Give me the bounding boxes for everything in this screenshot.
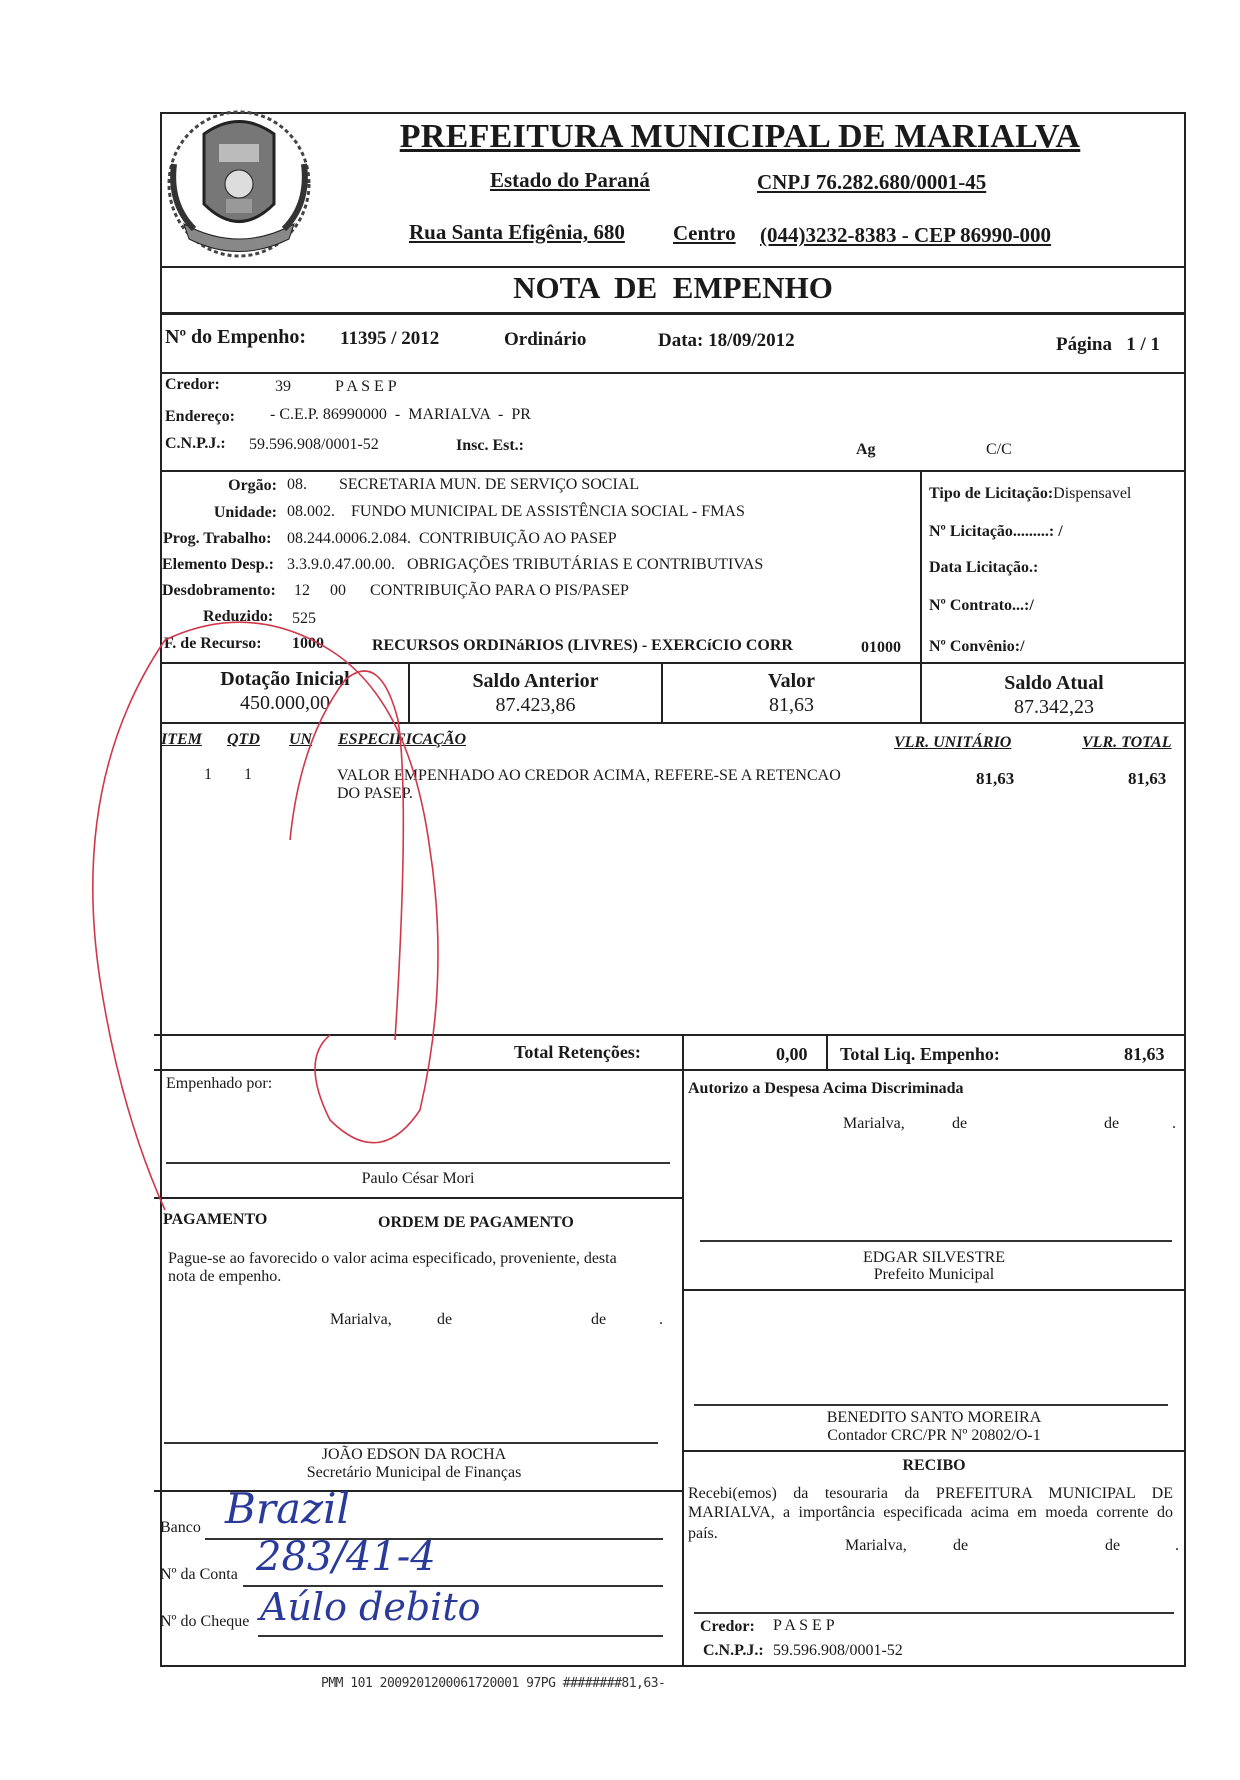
total-retencoes-value: 0,00 <box>776 1044 808 1064</box>
pagamento-text-line1: Pague-se ao favorecido o valor acima especificado, proveniente, desta <box>168 1250 617 1267</box>
recibo-credor-value: P A S E P <box>773 1617 835 1634</box>
empenho-number: 11395 / 2012 <box>340 328 440 349</box>
recibo-text-line2: MARIALVA, a importância especificada acima em moeda corrente do <box>688 1504 1173 1521</box>
banco-handwritten: Brazil <box>225 1484 350 1533</box>
prefeito-role: Prefeito Municipal <box>873 1266 995 1283</box>
recibo-cnpj-label: C.N.P.J.: <box>703 1642 764 1659</box>
unidade-value: 08.002. FUNDO MUNICIPAL DE ASSISTÊNCIA SOCIAL - FMAS <box>287 503 745 520</box>
prog-trabalho-value: 08.244.0006.2.084. CONTRIBUIÇÃO AO PASEP <box>287 530 617 547</box>
autorizo-city: Marialva, <box>843 1115 905 1132</box>
tipo-licitacao-key: Tipo de Licitação: <box>929 485 1054 502</box>
total-retencoes-label: Total Retenções: <box>514 1042 641 1062</box>
saldo-anterior-label: Saldo Anterior <box>472 670 599 692</box>
convenio-label: Nº Convênio:/ <box>929 638 1025 655</box>
autorizo-de1: de <box>952 1115 968 1132</box>
orgao-value: 08. SECRETARIA MUN. DE SERVIÇO SOCIAL <box>287 476 640 493</box>
orgao-label: Orgão: <box>228 477 277 494</box>
fonte-recurso-label: F. de Recurso: <box>164 635 262 652</box>
address-district: Centro <box>673 221 736 245</box>
prefeitura-title: PREFEITURA MUNICIPAL DE MARIALVA <box>399 118 1081 155</box>
contador-role: Contador CRC/PR Nº 20802/O-1 <box>827 1427 1041 1444</box>
prefeitura-cnpj: CNPJ 76.282.680/0001-45 <box>757 170 987 194</box>
endereco-label: Endereço: <box>165 408 235 425</box>
contador-name: BENEDITO SANTO MOREIRA <box>826 1409 1042 1426</box>
autorizo-de2: de <box>1104 1115 1120 1132</box>
desdobramento-value: 12 00 CONTRIBUIÇÃO PARA O PIS/PASEP <box>294 582 629 599</box>
recibo-dot: . <box>1175 1537 1179 1554</box>
fonte-recurso-desc: RECURSOS ORDINáRIOS (LIVRES) - EXERCíCIO CORR <box>372 637 793 654</box>
recibo-city: Marialva, <box>845 1537 907 1554</box>
empenho-date: Data: 18/09/2012 <box>658 330 795 351</box>
page-number: Página 1 / 1 <box>1056 334 1160 355</box>
dotacao-inicial-label: Dotação Inicial <box>220 668 350 690</box>
insc-est-label: Insc. Est.: <box>456 437 525 454</box>
saldo-atual-label: Saldo Atual <box>1004 672 1104 694</box>
cc-label: C/C <box>986 441 1012 458</box>
row-vlr-total: 81,63 <box>1128 769 1167 788</box>
pagamento-label: PAGAMENTO <box>163 1211 268 1228</box>
saldo-atual-value: 87.342,23 <box>1014 696 1094 718</box>
credor-code: 39 <box>275 378 291 395</box>
row-espec-line2: DO PASEP. <box>337 785 413 802</box>
elemento-label: Elemento Desp.: <box>162 556 274 573</box>
conta-label: Nº da Conta <box>160 1566 238 1583</box>
pagamento-dot: . <box>659 1311 663 1328</box>
secretario-role: Secretário Municipal de Finanças <box>306 1464 522 1481</box>
credor-label: Credor: <box>165 376 220 393</box>
fonte-recurso-code: 1000 <box>292 635 324 652</box>
valor-value: 81,63 <box>769 694 814 716</box>
unidade-label: Unidade: <box>213 504 277 521</box>
conta-handwritten: 283/41-4 <box>256 1534 436 1580</box>
fonte-recurso-num: 01000 <box>861 639 901 656</box>
pagamento-de1: de <box>437 1311 453 1328</box>
tipo-licitacao-value: Dispensavel <box>1053 485 1132 502</box>
desdobramento-label: Desdobramento: <box>162 582 276 599</box>
cheque-handwritten: Aúlo debito <box>260 1585 481 1629</box>
row-item: 1 <box>204 766 212 783</box>
reduzido-value: 525 <box>292 610 316 627</box>
recibo-text-line3: país. <box>688 1525 718 1542</box>
credor-cnpj-label: C.N.P.J.: <box>165 435 226 452</box>
recibo-de1: de <box>953 1537 969 1554</box>
autorizo-label: Autorizo a Despesa Acima Discriminada <box>688 1080 964 1097</box>
dotacao-inicial-value: 450.000,00 <box>240 692 330 714</box>
prog-trabalho-label: Prog. Trabalho: <box>163 530 272 547</box>
valor-label: Valor <box>767 670 816 692</box>
pagamento-text-line2: nota de empenho. <box>168 1268 282 1285</box>
prefeito-name: EDGAR SILVESTRE <box>862 1249 1006 1266</box>
empenho-label: Nº do Empenho: <box>165 326 307 348</box>
empenhado-por-name: Paulo César Mori <box>361 1170 475 1187</box>
pagamento-city: Marialva, <box>330 1311 392 1328</box>
row-vlr-unitario: 81,63 <box>976 769 1015 788</box>
row-qtd: 1 <box>244 766 252 783</box>
col-header-un: UN <box>289 731 313 748</box>
col-header-vlr-unitario: VLR. UNITÁRIO <box>894 734 1012 751</box>
recibo-credor-label: Credor: <box>700 1618 755 1635</box>
credor-name: P A S E P <box>335 378 397 395</box>
address-phone-cep: (044)3232-8383 - CEP 86990-000 <box>760 223 1052 247</box>
reduzido-label: Reduzido: <box>203 608 274 625</box>
total-liq-label: Total Liq. Empenho: <box>840 1044 1000 1064</box>
autorizo-dot: . <box>1172 1115 1176 1132</box>
contrato-label: Nº Contrato...:/ <box>929 597 1034 614</box>
recibo-text-line1: Recebi(emos) da tesouraria da PREFEITURA MUNICIPAL DE <box>688 1485 1173 1502</box>
col-header-vlr-total: VLR. TOTAL <box>1082 734 1172 751</box>
saldo-anterior-value: 87.423,86 <box>495 694 576 716</box>
estado-label: Estado do Paraná <box>490 168 650 192</box>
recibo-cnpj-value: 59.596.908/0001-52 <box>773 1642 903 1659</box>
total-liq-value: 81,63 <box>1124 1044 1165 1064</box>
footer-barcode-text: PMM 101 2009201200061720001 97PG ########81,63- <box>321 1676 666 1691</box>
col-header-especificacao: ESPECIFICAÇÃO <box>338 731 467 748</box>
pagamento-de2: de <box>591 1311 607 1328</box>
nota-title: NOTA DE EMPENHO <box>513 270 833 305</box>
num-licitacao-label: Nº Licitação.........: / <box>929 523 1063 540</box>
endereco-value: - C.E.P. 86990000 - MARIALVA - PR <box>270 406 531 423</box>
elemento-value: 3.3.9.0.47.00.00. OBRIGAÇÕES TRIBUTÁRIAS E CONTRIBUTIVAS <box>287 556 764 573</box>
cheque-label: Nº do Cheque <box>160 1613 250 1630</box>
banco-label: Banco <box>160 1519 201 1536</box>
col-header-item: ITEM <box>161 731 202 748</box>
data-licitacao-label: Data Licitação.: <box>929 559 1039 576</box>
address-street: Rua Santa Efigênia, 680 <box>409 220 625 244</box>
row-espec-line1: VALOR EMPENHADO AO CREDOR ACIMA, REFERE-SE A RETENCAO <box>337 767 841 784</box>
credor-cnpj-value: 59.596.908/0001-52 <box>249 436 379 453</box>
ordem-pagamento-label: ORDEM DE PAGAMENTO <box>378 1214 574 1231</box>
ag-label: Ag <box>856 441 876 458</box>
col-header-qtd: QTD <box>227 731 260 748</box>
empenho-type: Ordinário <box>504 329 587 350</box>
secretario-name: JOÃO EDSON DA ROCHA <box>321 1446 507 1463</box>
recibo-title: RECIBO <box>902 1457 966 1474</box>
recibo-de2: de <box>1105 1537 1121 1554</box>
empenhado-por-label: Empenhado por: <box>166 1075 273 1092</box>
